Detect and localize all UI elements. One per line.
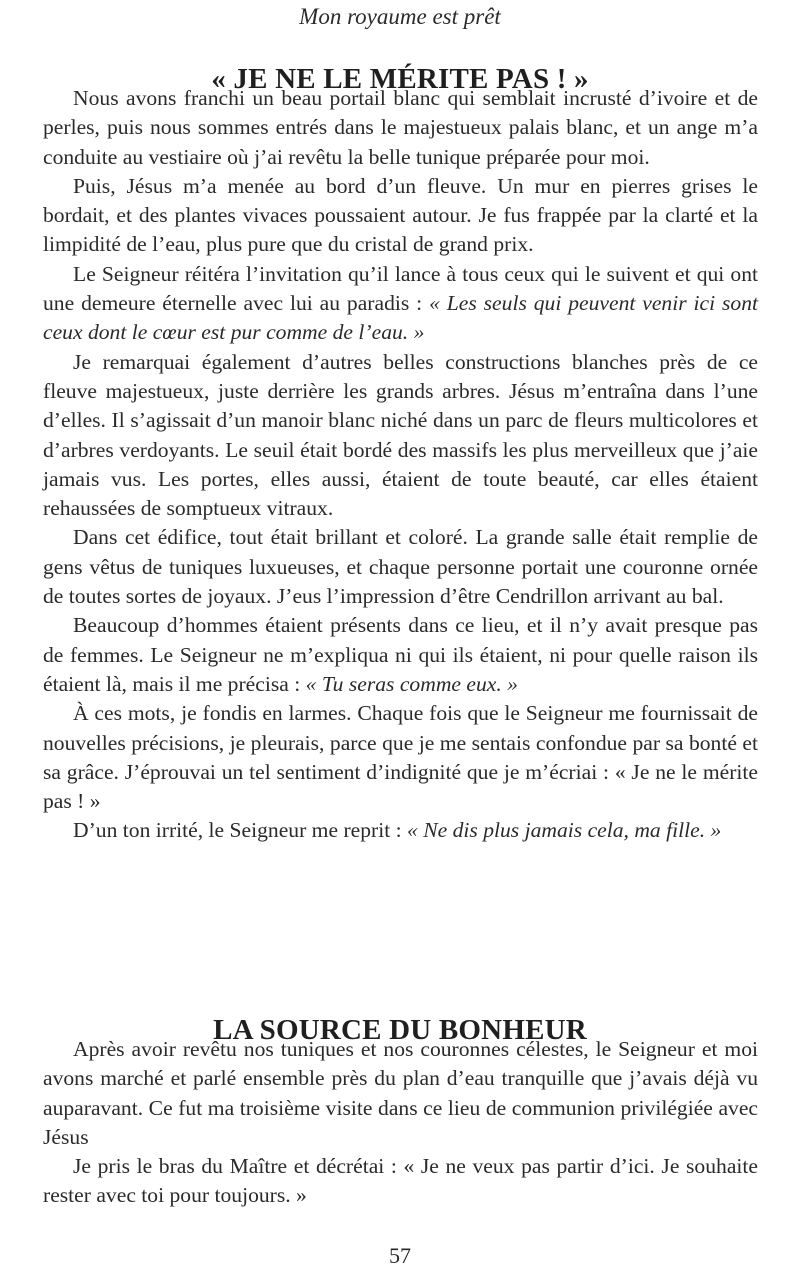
paragraph <box>43 1152 758 1211</box>
paragraph-text: Je pris le bras du Maître et décrétai : « Je ne veux pas partir d’ici. Je souhaite rester avec toi pour toujours. » <box>43 1154 758 1208</box>
paragraph-text: Nous avons franchi un beau portail blanc qui semblait incrusté d’ivoire et de perles, puis nous sommes entrés dans le majestueux palais blanc, et un ange m’a conduite au vestiaire où j’ai revêtu la belle tunique préparée pour moi. <box>43 86 758 169</box>
section-heading-source: LA SOURCE DU BONHEUR <box>213 1014 587 1047</box>
page-number: 57 <box>389 1243 411 1268</box>
running-header: Mon royaume est prêt <box>299 4 501 29</box>
paragraph-text: Je remarquai également d’autres belles constructions blanches près de ce fleuve majestueux, juste derrière les grands arbres. Jésus m’entraîna dans l’une d’elles. Il s’agissait d’un manoir blanc niché dans un parc de fleurs multicolores et d’arbres verdoyants. Le seuil était bordé des massifs les plus merveilleux que j’aie jamais vus. Les portes, elles aussi, étaient de toute beauté, car elles étaient rehaussées de somptueux vitraux. <box>43 349 758 521</box>
section-heading-merite: « JE NE LE MÉRITE PAS ! » <box>211 63 589 96</box>
paragraph <box>43 84 758 172</box>
paragraph-text: Après avoir revêtu nos tuniques et nos couronnes célestes, le Seigneur et moi avons marché et parlé ensemble près du plan d’eau tranquille que j’avais déjà vu auparavant. Ce fut ma troisième visite dans ce lieu de communion privilégiée avec Jésus <box>43 1037 758 1149</box>
paragraph-text: À ces mots, je fondis en larmes. Chaque fois que le Seigneur me fournissait de nouvelles précisions, je pleurais, parce que je me sentais confondue par sa bonté et sa grâce. J’éprouvai un tel sentiment d’indignité que je m’écriai : « Je ne le mérite pas ! » <box>43 701 758 814</box>
quote-text: « Les seuls qui peuvent venir ici sont ceux dont le cœur est pur comme de l’eau. » <box>43 291 758 345</box>
paragraph <box>43 172 758 260</box>
paragraph <box>43 611 758 699</box>
paragraph <box>43 816 758 845</box>
paragraph <box>43 260 758 348</box>
paragraph <box>43 1035 758 1152</box>
paragraph <box>43 348 758 524</box>
quote-text: « Tu seras comme eux. » <box>305 671 518 696</box>
paragraph-text: Le Seigneur réitéra l’invitation qu’il lance à tous ceux qui le suivent et qui ont une demeure éternelle avec lui au paradis : <box>43 261 758 316</box>
paragraph-text: Dans cet édifice, tout était brillant et coloré. La grande salle était remplie de gens vêtus de tuniques luxueuses, et chaque personne portait une couronne ornée de toutes sortes de joyaux. J’eus l’impression d’être Cendrillon arrivant au bal. <box>43 525 758 609</box>
paragraph-text: D’un ton irrité, le Seigneur me reprit : <box>73 818 408 843</box>
paragraph <box>43 523 758 611</box>
paragraph-text: Beaucoup d’hommes étaient présents dans ce lieu, et il n’y avait presque pas de femmes. Le Seigneur ne m’expliqua ni qui ils étaient, ni pour quelle raison ils étaient là, mais il me précisa : <box>43 613 758 696</box>
paragraph <box>43 699 758 816</box>
paragraph-text: Puis, Jésus m’a menée au bord d’un fleuve. Un mur en pierres grises le bordait, et des plantes vivaces poussaient autour. Je fus frappée par la clarté et la limpidité de l’eau, plus pure que du cristal de grand prix. <box>43 173 758 257</box>
quote-text: « Ne dis plus jamais cela, ma fille. » <box>407 818 722 843</box>
section-body-merite <box>43 84 758 846</box>
section-body-source <box>43 1035 758 1211</box>
